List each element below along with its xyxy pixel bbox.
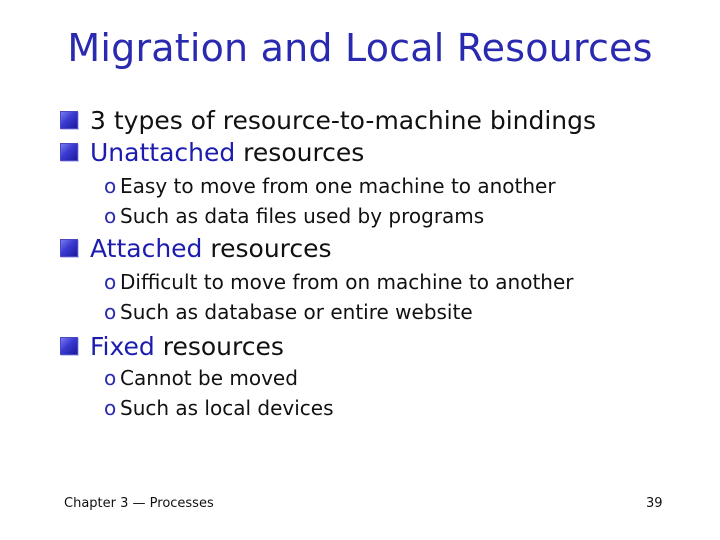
- circle-bullet-icon: o: [104, 366, 117, 390]
- bullet-2: [60, 138, 364, 167]
- square-bullet-icon: [60, 143, 78, 161]
- sub-bullet-text: Easy to move from one machine to another: [120, 174, 556, 198]
- sub-bullet-3-2: [104, 300, 473, 324]
- bullet-3-rest: resources: [202, 234, 332, 263]
- square-bullet-icon: [60, 111, 78, 129]
- slide-title: Migration and Local Resources: [67, 26, 653, 70]
- circle-bullet-icon: o: [104, 204, 117, 228]
- circle-bullet-icon: o: [104, 270, 117, 294]
- sub-bullet-text: Such as data files used by programs: [120, 204, 485, 228]
- page-number: 39: [646, 496, 663, 511]
- square-bullet-icon: [60, 337, 78, 355]
- bullet-4-highlight: Fixed: [90, 332, 155, 361]
- sub-bullet-4-2: [104, 396, 334, 420]
- footer-chapter: Chapter 3 — Processes: [64, 496, 214, 511]
- circle-bullet-icon: o: [104, 396, 117, 420]
- bullet-1-text: 3 types of resource-to-machine bindings: [90, 106, 597, 135]
- sub-bullet-4-1: [104, 366, 298, 390]
- sub-bullet-text: Difficult to move from on machine to another: [120, 270, 574, 294]
- bullet-1: [60, 106, 596, 135]
- sub-bullet-2-2: [104, 204, 484, 228]
- sub-bullet-text: Such as database or entire website: [120, 300, 473, 324]
- bullet-4: [60, 332, 284, 361]
- sub-bullet-text: Such as local devices: [120, 396, 334, 420]
- bullet-2-highlight: Unattached: [90, 138, 236, 167]
- sub-bullet-3-1: [104, 270, 574, 294]
- circle-bullet-icon: o: [104, 174, 117, 198]
- square-bullet-icon: [60, 239, 78, 257]
- circle-bullet-icon: o: [104, 300, 117, 324]
- sub-bullet-2-1: [104, 174, 556, 198]
- bullet-4-rest: resources: [154, 332, 284, 361]
- sub-bullet-text: Cannot be moved: [120, 366, 298, 390]
- bullet-3: [60, 234, 332, 263]
- bullet-2-rest: resources: [235, 138, 365, 167]
- bullet-3-highlight: Attached: [90, 234, 203, 263]
